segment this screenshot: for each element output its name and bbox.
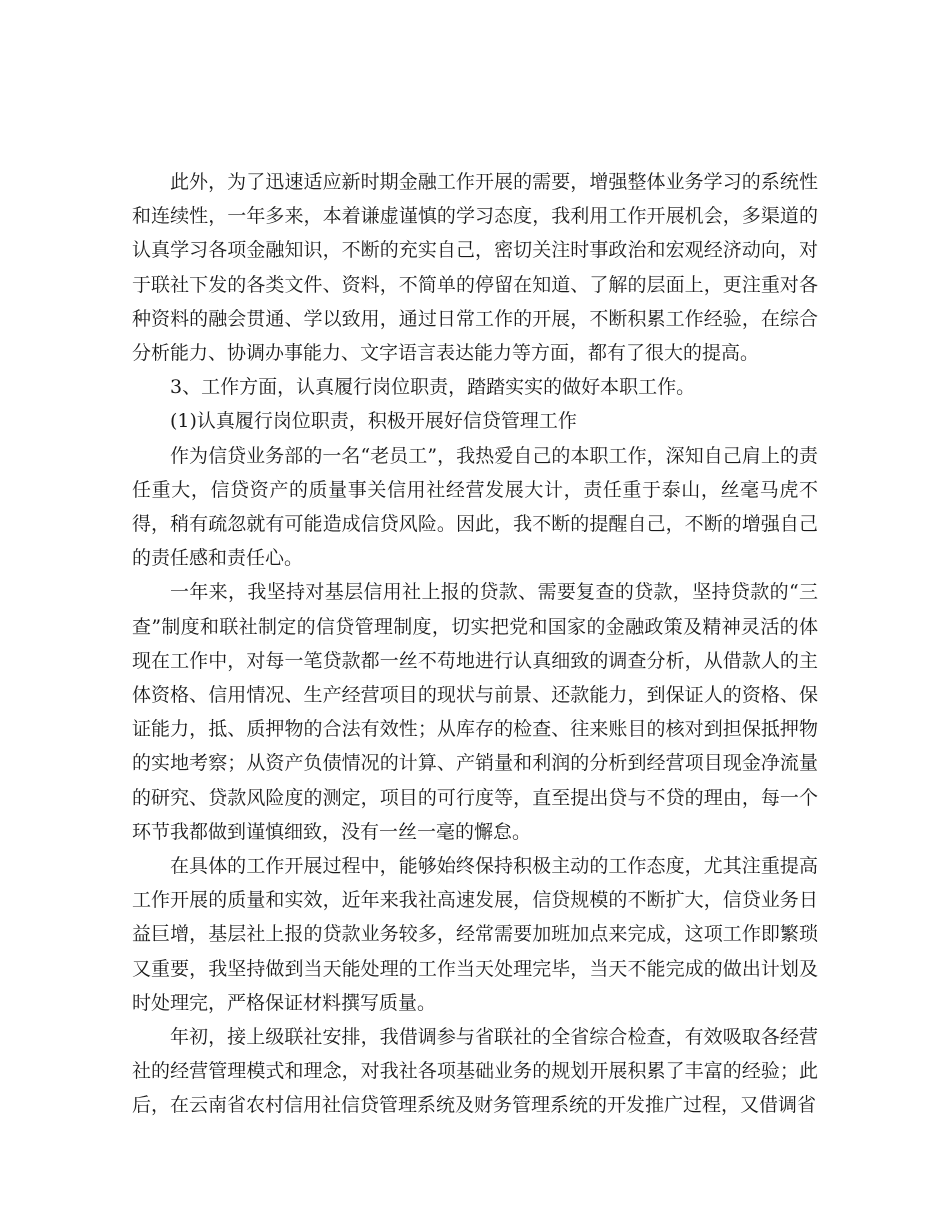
paragraph-work-attitude: 在具体的工作开展过程中，能够始终保持积极主动的工作态度，尤其注重提高工作开展的质量和实效，近年来我社高速发展，信贷规模的不断扩大，信贷业务日益巨增，基层社上报的贷款业务较多，经常需要加班加点来完成，这项工作即繁琐又重要，我坚持做到当天能处理的工作当天处理完毕，当天不能完成的做出计划及时处理完，严格保证材料撰写质量。: [132, 855, 818, 1014]
paragraph-loan-review: 一年来，我坚持对基层信用社上报的贷款、需要复查的贷款，坚持贷款的“三查”制度和联社制定的信贷管理制度，切实把党和国家的金融政策及精神灵活的体现在工作中，对每一笔贷款都一丝不苟地进行认真细致的调查分析，从借款人的主体资格、信用情况、生产经营项目的现状与前景、还款能力，到保证人的资格、保证能力，抵、质押物的合法有效性；从库存的检查、往来账目的核对到担保抵押物的实地考察；从资产负债情况的计算、产销量和利润的分析到经营项目现金净流量的研究、贷款风险度的测定，项目的可行度等，直至提出贷与不贷的理由，每一个环节我都做到谨慎细致，没有一丝一毫的懈怠。: [132, 581, 818, 843]
section-heading-work: 3、工作方面，认真履行岗位职责，踏踏实实的做好本职工作。: [170, 376, 696, 399]
subsection-heading-credit: (1)认真履行岗位职责，积极开展好信贷管理工作: [170, 410, 577, 433]
paragraph-secondment: 年初，接上级联社安排，我借调参与省联社的全省综合检查，有效吸取各经营社的经营管理模式和理念，对我社各项基础业务的规划开展积累了丰富的经验；此后，在云南省农村信用社信贷管理系统及财务管理系统的开发推广过程，又借调省: [132, 1026, 818, 1117]
paragraph-study: 此外，为了迅速适应新时期金融工作开展的需要，增强整体业务学习的系统性和连续性，一年多来，本着谦虚谨慎的学习态度，我利用工作开展机会，多渠道的认真学习各项金融知识，不断的充实自己，密切关注时事政治和宏观经济动向，对于联社下发的各类文件、资料，不简单的停留在知道、了解的层面上，更注重对各种资料的融会贯通、学以致用，通过日常工作的开展，不断积累工作经验，在综合分析能力、协调办事能力、文字语言表达能力等方面，都有了很大的提高。: [132, 171, 818, 365]
paragraph-responsibility: 作为信贷业务部的一名“老员工”，我热爱自己的本职工作，深知自己肩上的责任重大，信贷资产的质量事关信用社经营发展大计，责任重于泰山，丝毫马虎不得，稍有疏忽就有可能造成信贷风险。因此，我不断的提醒自己，不断的增强自己的责任感和责任心。: [132, 444, 818, 570]
